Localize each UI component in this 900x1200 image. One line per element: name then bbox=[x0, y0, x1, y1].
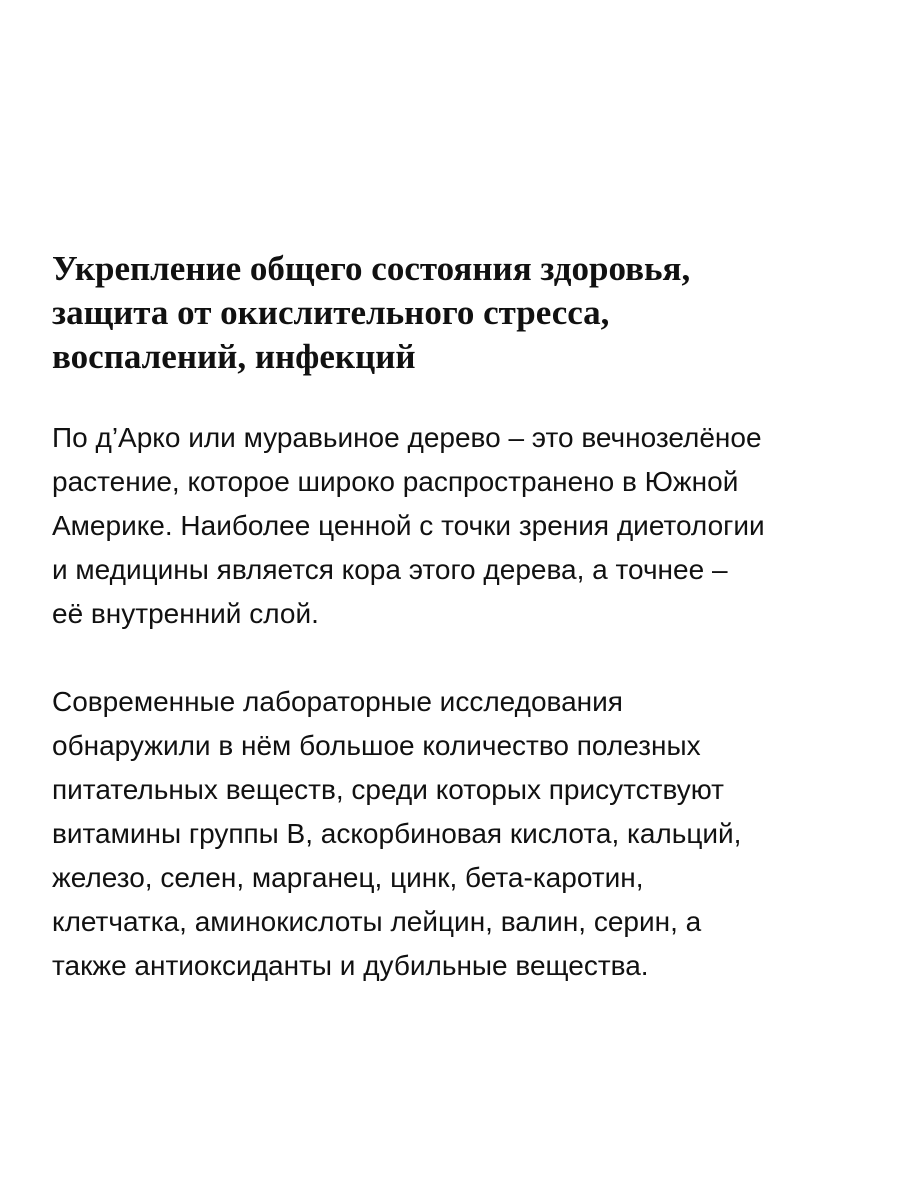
paragraph-line: питательных веществ, среди которых присутствуют bbox=[52, 774, 724, 805]
heading-line: Укрепление общего состояния здоровья, bbox=[52, 249, 691, 288]
paragraph-line: и медицины является кора этого дерева, а точнее – bbox=[52, 554, 728, 585]
article-content bbox=[52, 247, 852, 988]
paragraph-line: также антиоксиданты и дубильные вещества. bbox=[52, 950, 649, 981]
paragraph-line: клетчатка, аминокислоты лейцин, валин, серин, а bbox=[52, 906, 702, 937]
paragraph-line: Современные лабораторные исследования bbox=[52, 686, 623, 717]
paragraph-line: растение, которое широко распространено в Южной bbox=[52, 466, 739, 497]
paragraph-composition bbox=[52, 680, 852, 988]
heading-line: защита от окислительного стресса, bbox=[52, 293, 610, 332]
paragraph-line: её внутренний слой. bbox=[52, 598, 319, 629]
article-heading bbox=[52, 247, 852, 379]
heading-line: воспалений, инфекций bbox=[52, 337, 416, 376]
paragraph-line: витамины группы В, аскорбиновая кислота, кальций, bbox=[52, 818, 742, 849]
paragraph-line: Америке. Наиболее ценной с точки зрения диетологии bbox=[52, 510, 765, 541]
paragraph-line: железо, селен, марганец, цинк, бета-каротин, bbox=[52, 862, 644, 893]
paragraph-intro bbox=[52, 416, 852, 636]
paragraph-line: обнаружили в нём большое количество полезных bbox=[52, 730, 701, 761]
paragraph-line: По д’Арко или муравьиное дерево – это вечнозелёное bbox=[52, 422, 762, 453]
